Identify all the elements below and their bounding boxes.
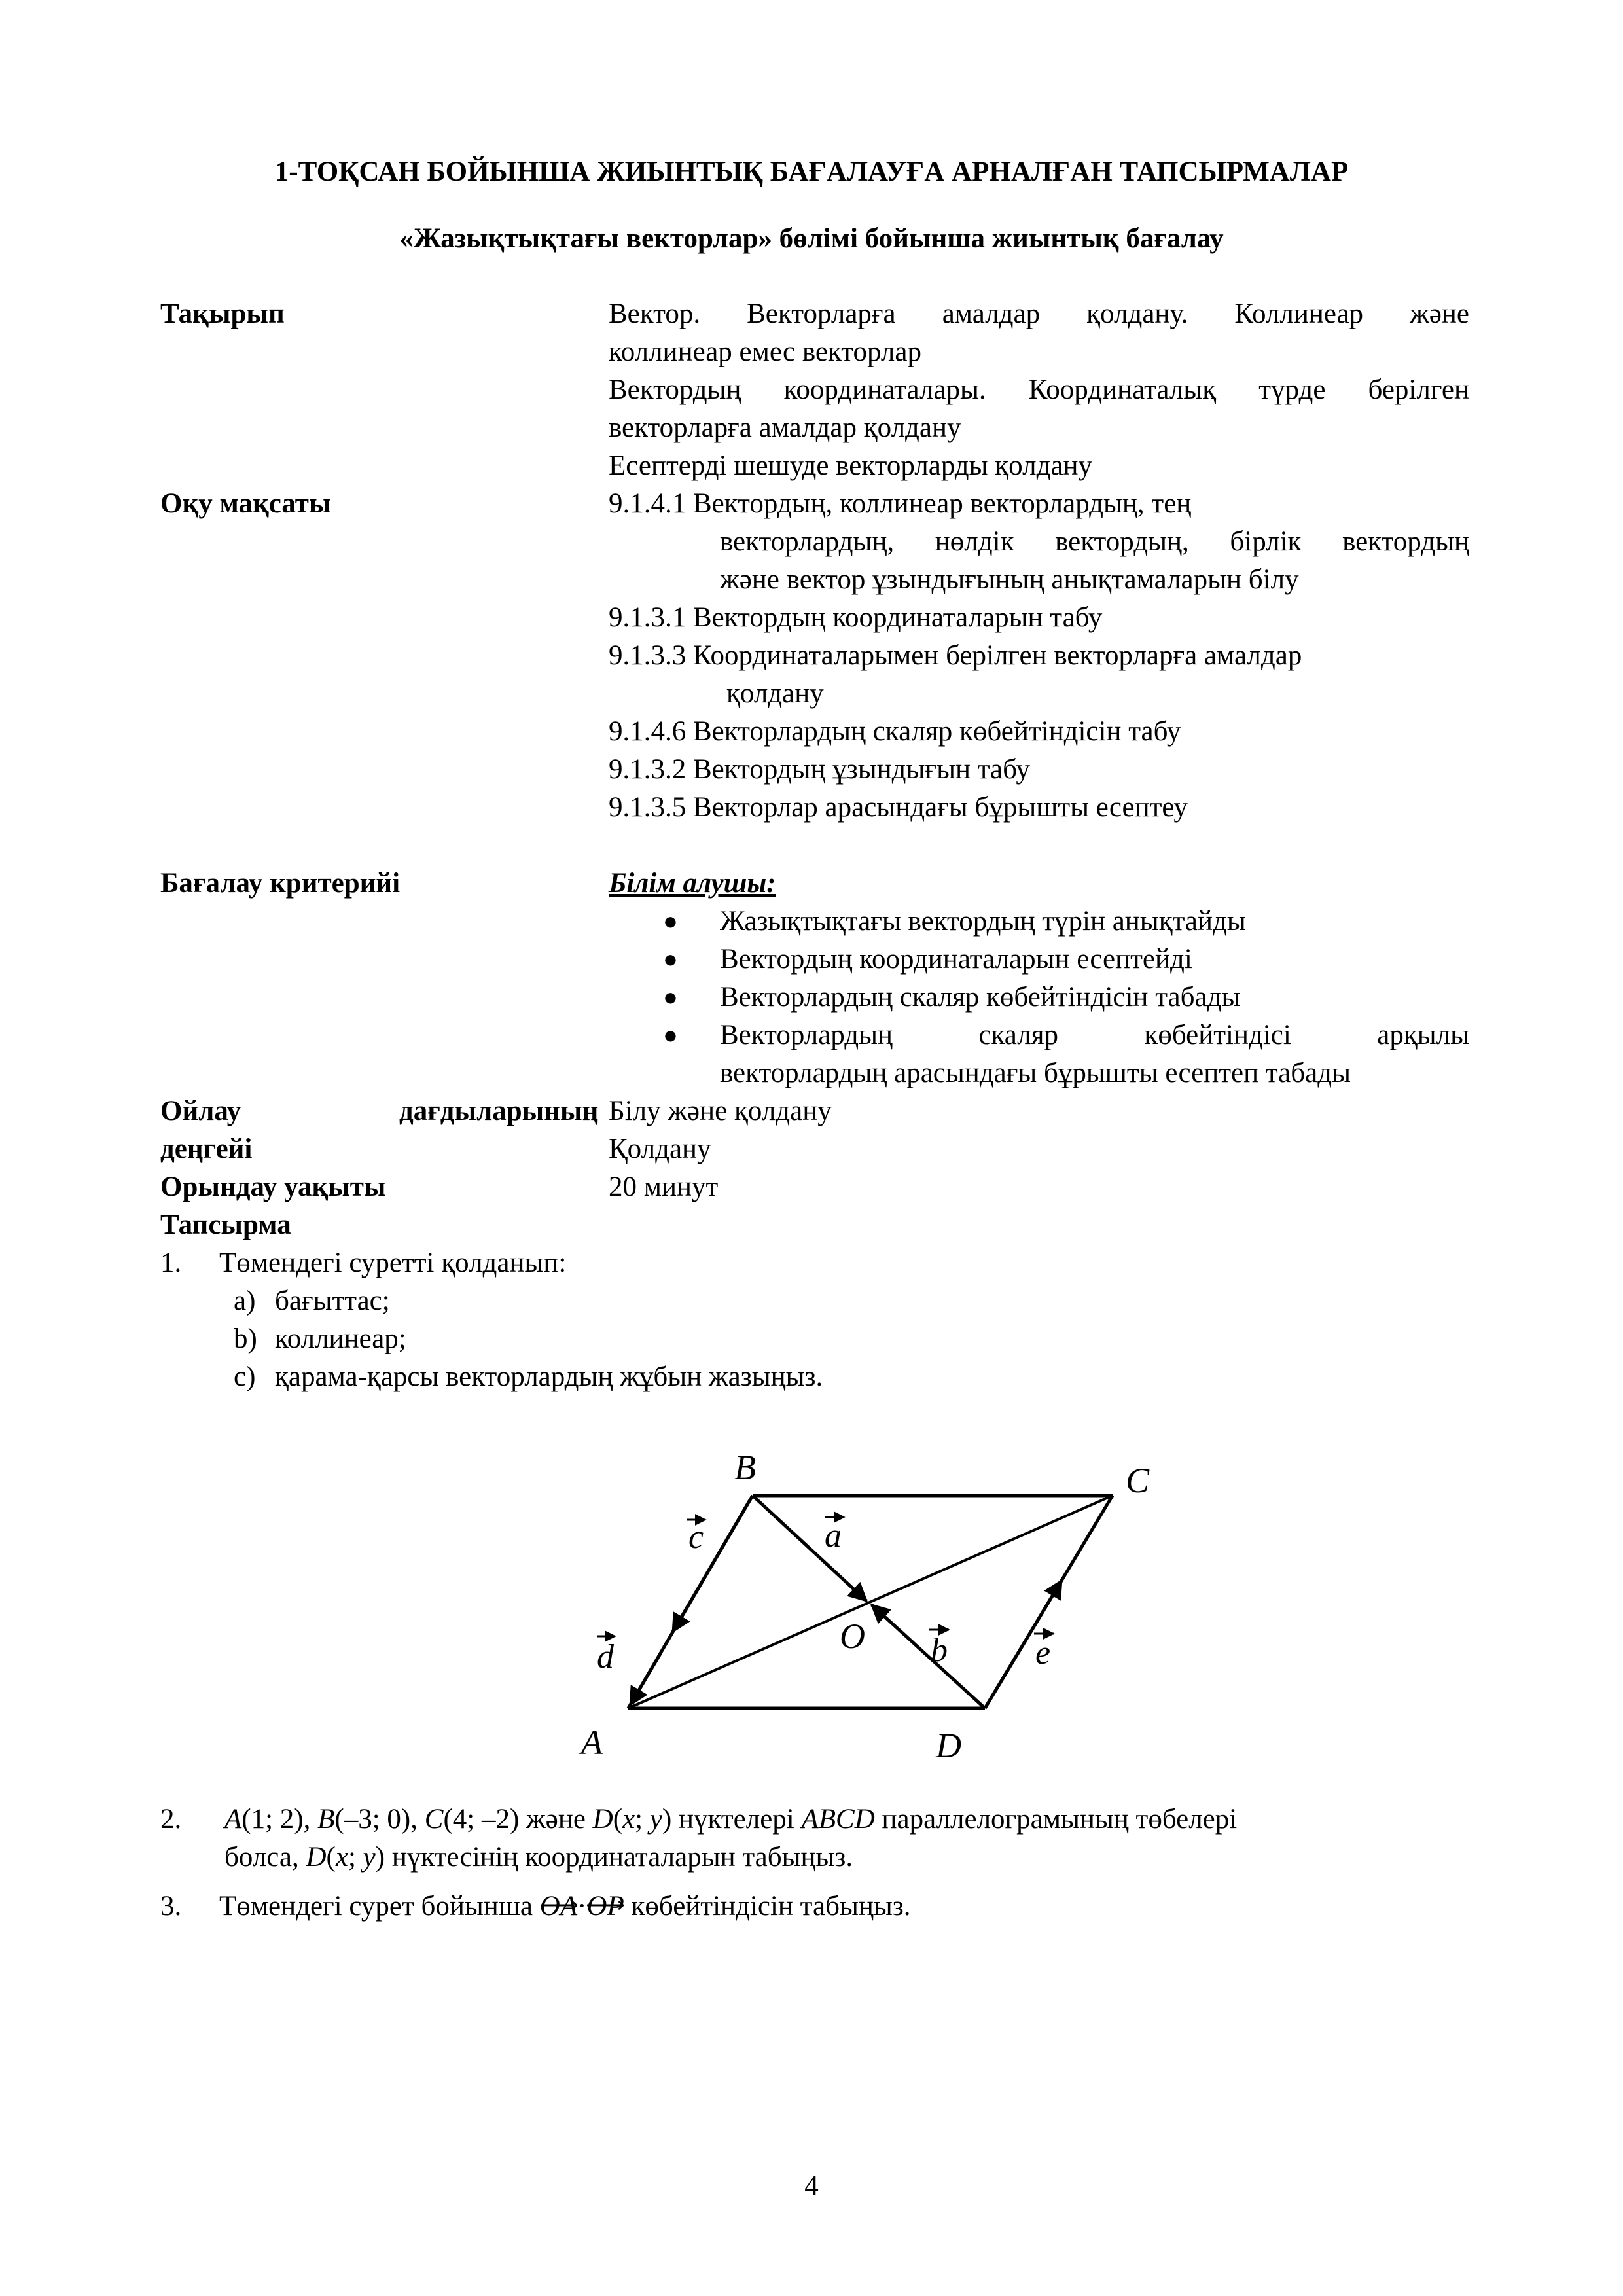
q3-number: 3. xyxy=(160,1891,182,1922)
topic-line-5: Есептерді шешуде векторларды қолдану xyxy=(609,450,1093,481)
q1-item-a-marker: a) xyxy=(234,1285,256,1316)
svg-text:a: a xyxy=(825,1517,842,1554)
point-O: O xyxy=(840,1617,865,1656)
svg-text:c: c xyxy=(688,1518,704,1556)
goal-line-6: қолдану xyxy=(726,678,824,709)
q2-number: 2. xyxy=(160,1804,182,1835)
vector-a-line xyxy=(753,1496,866,1601)
goal-line-4: 9.1.3.1 Вектордың координаталарын табу xyxy=(609,602,1103,633)
q1-number: 1. xyxy=(160,1247,182,1278)
bullet-icon: ● xyxy=(663,946,678,973)
thinking-label-c: деңгейі xyxy=(160,1134,253,1164)
bullet-icon: ● xyxy=(663,984,678,1011)
goal-line-2: векторлардың, нөлдік вектордың, бірлік вектордың xyxy=(720,526,1469,557)
parallelogram-figure xyxy=(563,1420,1185,1787)
topic-line-3: Вектордың координаталары. Координаталық түрде берілген xyxy=(609,374,1469,405)
criteria-label: Бағалау критерийі xyxy=(160,868,401,899)
label-e xyxy=(1034,1634,1054,1672)
criteria-intro: Білім алушы: xyxy=(609,868,776,899)
svg-text:d: d xyxy=(597,1638,614,1676)
thinking-label-a: Ойлау xyxy=(160,1096,241,1126)
label-b xyxy=(929,1630,949,1669)
vector-b-line xyxy=(872,1605,985,1708)
q2-line-1: A(1; 2), B(–3; 0), C(4; –2) және D(x; y) нүктелері ABCD параллелограмының төбелері xyxy=(224,1804,1238,1835)
point-A: A xyxy=(581,1723,603,1762)
q1-item-b-marker: b) xyxy=(234,1323,257,1354)
goal-label: Оқу мақсаты xyxy=(160,488,331,519)
time-value: 20 минут xyxy=(609,1172,719,1202)
q1-item-b: коллинеар; xyxy=(275,1323,406,1354)
topic-label: Тақырып xyxy=(160,298,285,329)
criteria-bullet-4: Векторлардың скаляр көбейтіндісі арқылы xyxy=(720,1020,1469,1050)
criteria-bullet-1: Жазықтықтағы вектордың түрін анықтайды xyxy=(720,906,1246,937)
label-a xyxy=(825,1517,844,1554)
vector-c-line xyxy=(673,1496,753,1632)
page-title: 1-ТОҚСАН БОЙЫНША ЖИЫНТЫҚ БАҒАЛАУҒА АРНАЛҒАН ТАПСЫРМАЛАР xyxy=(274,156,1349,187)
goal-line-1: 9.1.4.1 Вектордың, коллинеар векторлардың, тең xyxy=(609,488,1192,519)
criteria-bullet-2: Вектордың координаталарын есептейді xyxy=(720,944,1192,975)
goal-line-3: және вектор ұзындығының анықтамаларын білу xyxy=(720,564,1299,595)
q1-text: Төмендегі суретті қолданып: xyxy=(219,1247,567,1278)
topic-line-1: Вектор. Векторларға амалдар қолдану. Коллинеар және xyxy=(609,298,1469,329)
goal-line-8: 9.1.3.2 Вектордың ұзындығын табу xyxy=(609,754,1030,785)
svg-text:e: e xyxy=(1035,1634,1051,1672)
criteria-bullet-3: Векторлардың скаляр көбейтіндісін табады xyxy=(720,982,1241,1013)
thinking-value-2: Қолдану xyxy=(609,1134,711,1164)
svg-text:b: b xyxy=(931,1632,948,1669)
q1-item-c: қарама-қарсы векторлардың жұбын жазыңыз. xyxy=(275,1361,823,1392)
bullet-icon: ● xyxy=(663,908,678,935)
topic-line-2: коллинеар емес векторлар xyxy=(609,336,921,367)
page-subtitle: «Жазықтықтағы векторлар» бөлімі бойынша жиынтық бағалау xyxy=(399,223,1224,254)
thinking-label-b: дағдыларының xyxy=(399,1096,599,1126)
q1-item-c-marker: c) xyxy=(234,1361,256,1392)
time-label: Орындау уақыты xyxy=(160,1172,386,1202)
q2-line-2: болса, D(x; y) нүктесінің координаталарын табыңыз. xyxy=(224,1842,853,1873)
bullet-icon: ● xyxy=(663,1022,678,1049)
label-c xyxy=(687,1518,705,1556)
goal-line-9: 9.1.3.5 Векторлар арасындағы бұрышты есептеу xyxy=(609,792,1188,823)
page-number: 4 xyxy=(804,2170,819,2201)
topic-line-4: векторларға амалдар қолдану xyxy=(609,412,961,443)
vector-OA: OA xyxy=(540,1890,577,1922)
point-B: B xyxy=(734,1448,756,1487)
point-D: D xyxy=(936,1726,961,1765)
q3-text: Төмендегі сурет бойынша OA· OP көбейтіндісін табыңыз. xyxy=(219,1890,910,1922)
vector-OP: OP xyxy=(586,1890,624,1922)
criteria-bullet-5: векторлардың арасындағы бұрышты есептеп табады xyxy=(720,1058,1351,1088)
thinking-value-1: Білу және қолдану xyxy=(609,1096,832,1126)
point-C: C xyxy=(1126,1461,1150,1500)
task-heading: Тапсырма xyxy=(160,1210,291,1240)
goal-line-7: 9.1.4.6 Векторлардың скаляр көбейтіндісін табу xyxy=(609,716,1181,747)
goal-line-5: 9.1.3.3 Координаталарымен берілген векторларға амалдар xyxy=(609,640,1302,671)
label-d xyxy=(597,1636,615,1676)
overhead-arrow-icon xyxy=(540,1885,577,1894)
overhead-arrow-icon xyxy=(586,1885,624,1894)
q1-item-a: бағыттас; xyxy=(275,1285,390,1316)
